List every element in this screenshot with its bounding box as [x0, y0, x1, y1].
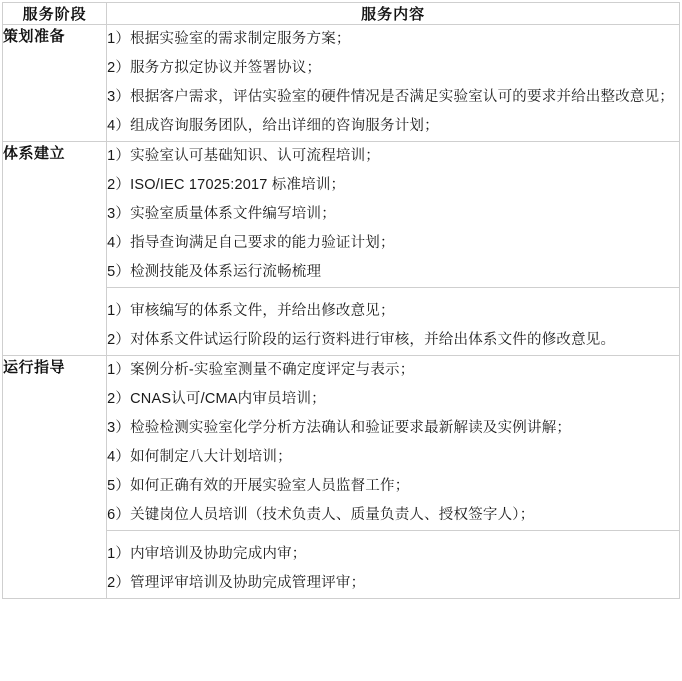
table-header [3, 3, 680, 25]
list-item: 1）审核编写的体系文件，并给出修改意见； [107, 303, 395, 319]
list-item: 2）ISO/IEC 17025:2017 标准培训； [107, 177, 346, 193]
list-item: 2）CNAS认可/CMA内审员培训； [107, 391, 326, 407]
list-item: 3）实验室质量体系文件编写培训； [107, 206, 336, 222]
content-cell [107, 531, 680, 599]
content-cell [107, 356, 680, 531]
list-item: 4）如何制定八大计划培训； [107, 449, 292, 465]
table-row [3, 142, 680, 288]
column-header-stage: 服务阶段 [3, 3, 107, 25]
content-cell [107, 288, 680, 356]
list-item: 2）管理评审培训及协助完成管理评审； [107, 575, 366, 591]
list-item: 1）案例分析-实验室测量不确定度评定与表示； [107, 362, 415, 378]
column-header-content: 服务内容 [107, 3, 680, 25]
table-row [3, 356, 680, 531]
service-table [2, 2, 680, 599]
list-item: 3）检验检测实验室化学分析方法确认和验证要求最新解读及实例讲解； [107, 420, 572, 436]
list-item: 2）服务方拟定协议并签署协议； [107, 60, 322, 76]
table-row [3, 25, 680, 142]
list-item: 1）实验室认可基础知识、认可流程培训； [107, 148, 381, 164]
table-body [3, 25, 680, 599]
content-cell [107, 142, 680, 288]
list-item: 1）根据实验室的需求制定服务方案； [107, 31, 351, 47]
stage-cell: 运行指导 [3, 356, 107, 599]
list-item: 4）指导查询满足自己要求的能力验证计划； [107, 235, 395, 251]
list-item: 5）如何正确有效的开展实验室人员监督工作； [107, 478, 410, 494]
list-item: 3）根据客户需求，评估实验室的硬件情况是否满足实验室认可的要求并给出整改意见； [107, 89, 675, 105]
stage-cell: 策划准备 [3, 25, 107, 142]
list-item: 6）关键岗位人员培训（技术负责人、质量负责人、授权签字人）； [107, 507, 535, 523]
stage-cell: 体系建立 [3, 142, 107, 356]
list-item: 2）对体系文件试运行阶段的运行资料进行审核，并给出体系文件的修改意见。 [107, 332, 616, 348]
content-cell [107, 25, 680, 142]
list-item: 1）内审培训及协助完成内审； [107, 546, 307, 562]
list-item: 5）检测技能及体系运行流畅梳理 [107, 264, 322, 280]
table-header-row [3, 3, 680, 25]
list-item: 4）组成咨询服务团队，给出详细的咨询服务计划； [107, 118, 439, 134]
